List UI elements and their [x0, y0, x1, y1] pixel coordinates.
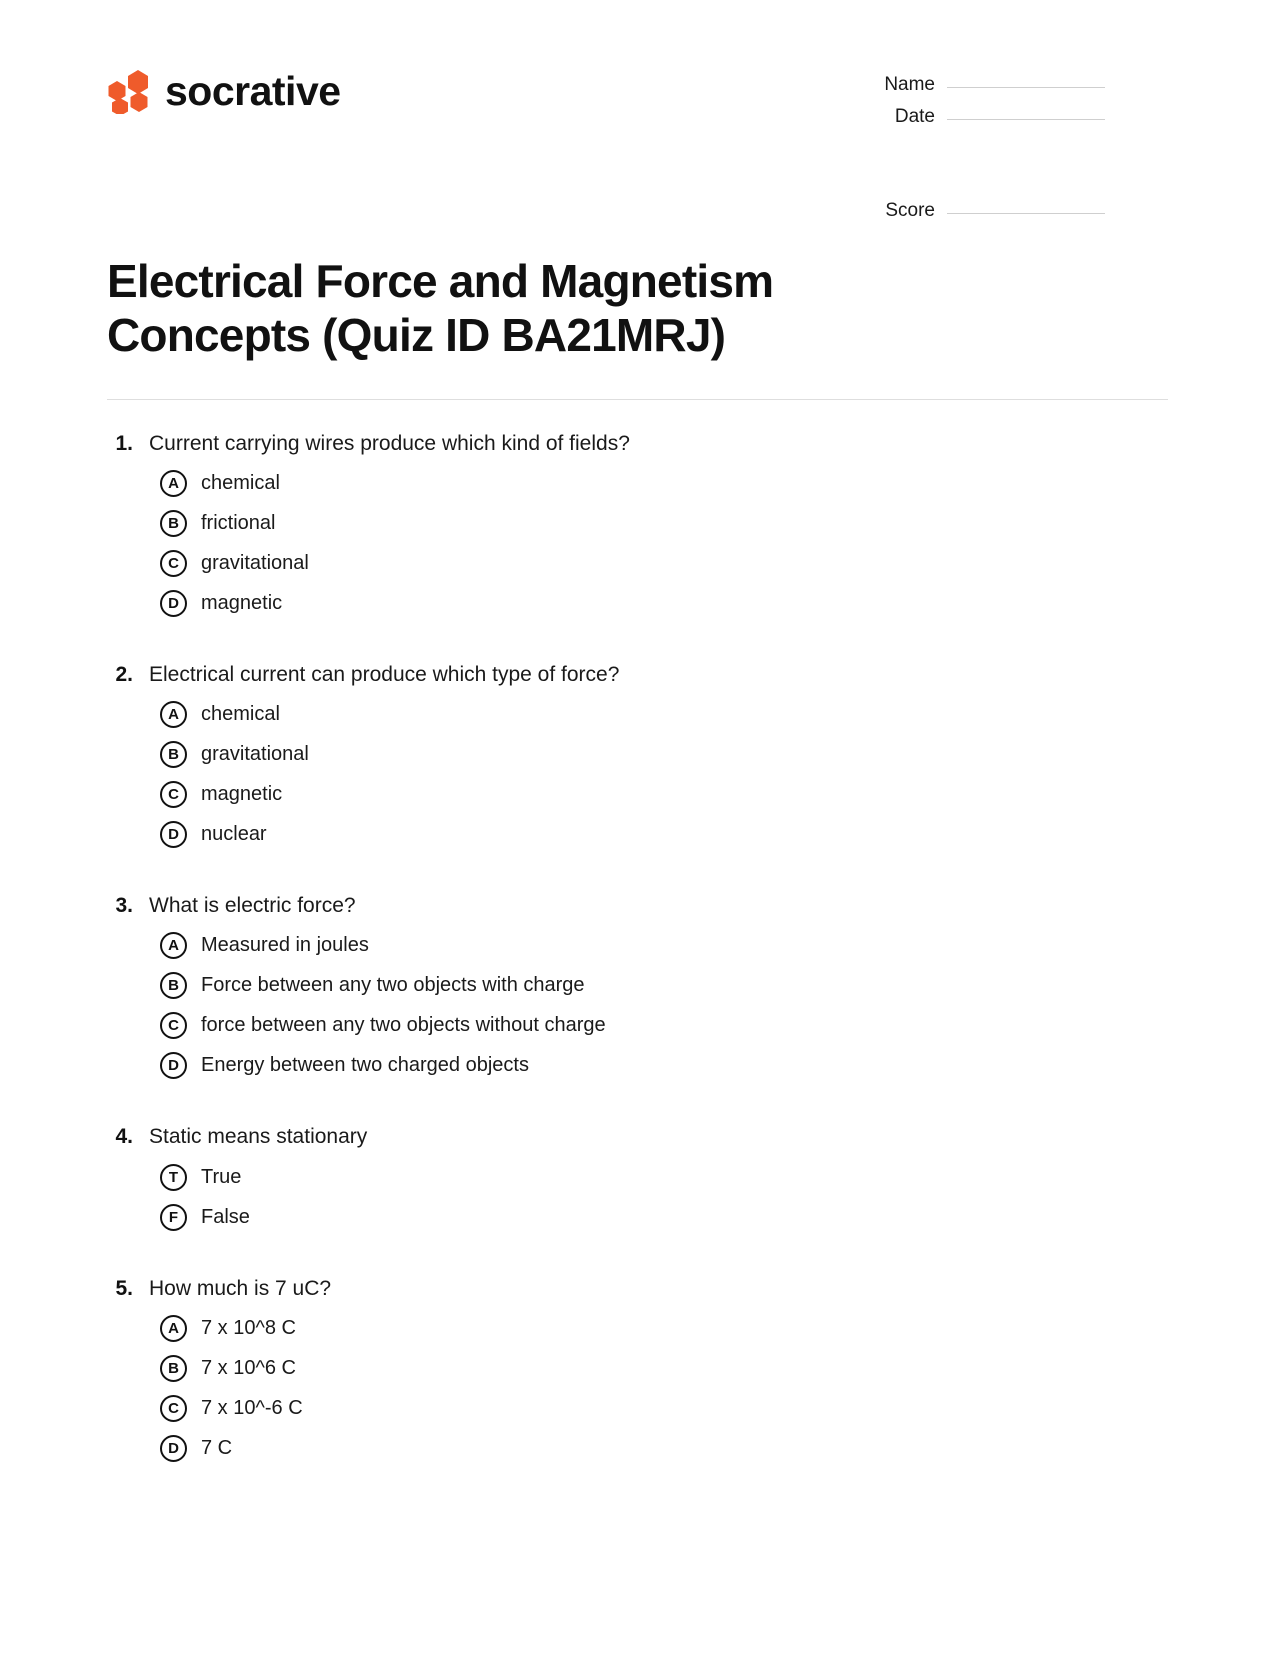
choice-row[interactable] — [107, 821, 1168, 848]
choice-bubble-a[interactable]: A — [160, 701, 187, 728]
choice-text: chemical — [201, 703, 280, 726]
choice-bubble-d[interactable]: D — [160, 821, 187, 848]
question-number: 5. — [115, 1276, 133, 1300]
choice-bubble-b[interactable]: B — [160, 1355, 187, 1382]
choice-bubble-c[interactable]: C — [160, 781, 187, 808]
choice-text: 7 x 10^8 C — [201, 1317, 296, 1340]
choice-list — [107, 1315, 1168, 1462]
choice-list — [107, 470, 1168, 617]
choice-list — [107, 932, 1168, 1079]
choice-text: Energy between two charged objects — [201, 1054, 529, 1077]
choice-text: Force between any two objects with charge — [201, 974, 585, 997]
choice-bubble-b[interactable]: B — [160, 972, 187, 999]
choice-row[interactable] — [107, 510, 1168, 537]
choice-row[interactable] — [107, 1052, 1168, 1079]
question-heading — [107, 661, 1168, 688]
choice-list — [107, 1164, 1168, 1231]
score-field-row — [865, 200, 1105, 222]
choice-text: magnetic — [201, 591, 283, 614]
question-text: Electrical current can produce which type of force? — [149, 662, 620, 686]
question-heading — [107, 892, 1168, 919]
question-heading — [107, 430, 1168, 457]
question-number: 4. — [115, 1125, 133, 1149]
choice-row[interactable] — [107, 1395, 1168, 1422]
score-label: Score — [885, 200, 935, 221]
choice-bubble-c[interactable]: C — [160, 1012, 187, 1039]
name-field-row — [865, 74, 1105, 96]
question-number: 3. — [115, 894, 133, 918]
choice-text: 7 x 10^6 C — [201, 1357, 296, 1380]
choice-text: True — [201, 1165, 242, 1188]
choice-text: Measured in joules — [201, 934, 369, 957]
question-block — [107, 661, 1168, 848]
choice-row[interactable] — [107, 1012, 1168, 1039]
choice-bubble-d[interactable]: D — [160, 1052, 187, 1079]
choice-row[interactable] — [107, 781, 1168, 808]
name-label: Name — [884, 74, 935, 95]
question-block — [107, 892, 1168, 1079]
choice-bubble-a[interactable]: A — [160, 1315, 187, 1342]
choice-bubble-f[interactable]: F — [160, 1204, 187, 1231]
question-heading — [107, 1275, 1168, 1302]
date-field-row — [865, 106, 1105, 128]
title-block — [0, 232, 867, 363]
choice-bubble-d[interactable]: D — [160, 590, 187, 617]
choice-row[interactable] — [107, 1164, 1168, 1191]
question-number: 1. — [115, 431, 133, 455]
choice-row[interactable] — [107, 972, 1168, 999]
choice-row[interactable] — [107, 701, 1168, 728]
choice-bubble-t[interactable]: T — [160, 1164, 187, 1191]
question-block — [107, 430, 1168, 617]
choice-bubble-c[interactable]: C — [160, 550, 187, 577]
choice-row[interactable] — [107, 1315, 1168, 1342]
questions-list — [0, 400, 1275, 1462]
choice-bubble-b[interactable]: B — [160, 510, 187, 537]
choice-row[interactable] — [107, 1355, 1168, 1382]
question-number: 2. — [115, 662, 133, 686]
page-title: Electrical Force and Magnetism Concepts (Quiz ID BA21MRJ) — [107, 255, 774, 362]
choice-bubble-c[interactable]: C — [160, 1395, 187, 1422]
choice-text: chemical — [201, 471, 280, 494]
choice-text: force between any two objects without charge — [201, 1014, 606, 1037]
question-text: Static means stationary — [149, 1125, 368, 1149]
choice-row[interactable] — [107, 550, 1168, 577]
choice-row[interactable] — [107, 1204, 1168, 1231]
choice-bubble-a[interactable]: A — [160, 470, 187, 497]
choice-row[interactable] — [107, 741, 1168, 768]
student-info-fields — [865, 60, 1105, 232]
choice-text: frictional — [201, 511, 276, 534]
choice-text: gravitational — [201, 551, 309, 574]
choice-list — [107, 701, 1168, 848]
choice-row[interactable] — [107, 1435, 1168, 1462]
question-text: How much is 7 uC? — [149, 1276, 332, 1300]
choice-text: gravitational — [201, 743, 309, 766]
choice-text: magnetic — [201, 783, 283, 806]
score-input-line[interactable] — [947, 213, 1105, 214]
choice-bubble-b[interactable]: B — [160, 741, 187, 768]
choice-row[interactable] — [107, 470, 1168, 497]
choice-row[interactable] — [107, 590, 1168, 617]
choice-row[interactable] — [107, 932, 1168, 959]
choice-text: 7 C — [201, 1437, 233, 1460]
question-block — [107, 1275, 1168, 1462]
name-input-line[interactable] — [947, 87, 1105, 88]
hexagon-cluster-icon — [107, 68, 151, 114]
socrative-logo — [107, 60, 341, 114]
question-text: Current carrying wires produce which kind of fields? — [149, 431, 630, 455]
question-heading — [107, 1123, 1168, 1150]
brand-wordmark: socrative — [165, 67, 341, 114]
date-input-line[interactable] — [947, 119, 1105, 120]
choice-text: 7 x 10^-6 C — [201, 1397, 303, 1420]
choice-text: False — [201, 1205, 250, 1228]
question-text: What is electric force? — [149, 894, 356, 918]
page-header — [0, 0, 1275, 232]
choice-bubble-d[interactable]: D — [160, 1435, 187, 1462]
question-block — [107, 1123, 1168, 1230]
date-label: Date — [894, 106, 935, 127]
choice-text: nuclear — [201, 823, 267, 846]
choice-bubble-a[interactable]: A — [160, 932, 187, 959]
